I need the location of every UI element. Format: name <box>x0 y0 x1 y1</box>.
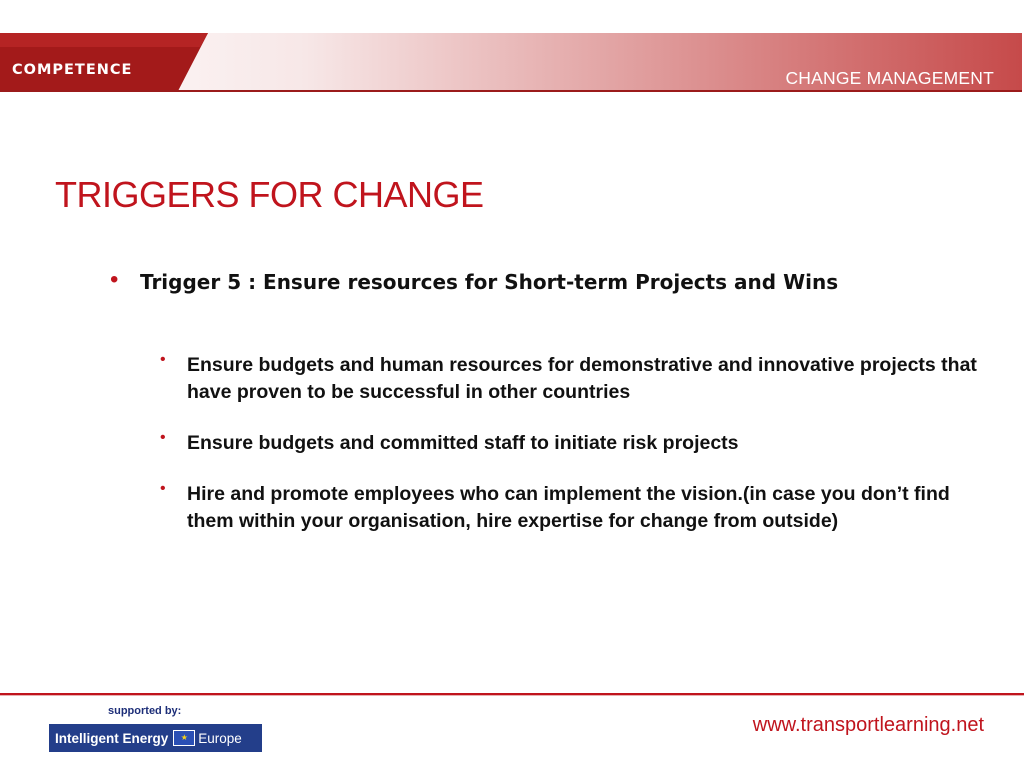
level2-bullet-text: Hire and promote employees who can implement the vision.(in case you don’t find them within your organisation, hire expertise for change from outside) <box>187 483 950 532</box>
level2-bullet-text: Ensure budgets and committed staff to initiate risk projects <box>187 432 739 454</box>
competence-logo: COMPETENCE <box>12 62 133 78</box>
level2-bullet-item <box>160 481 980 535</box>
header-title: CHANGE MANAGEMENT <box>785 68 994 88</box>
sponsor-region: Europe <box>198 730 242 746</box>
level2-bullet-item <box>160 430 980 457</box>
eu-flag-icon: ★ <box>173 730 195 746</box>
bullet-icon: • <box>160 480 166 497</box>
footer-divider-shadow <box>0 695 1024 696</box>
sponsor-name: Intelligent Energy <box>55 730 169 746</box>
header-underline <box>0 90 1022 92</box>
level1-bullet-item <box>110 268 950 297</box>
level2-bullet-item <box>160 352 980 406</box>
level1-bullet-text: Trigger 5 : Ensure resources for Short-term Projects and Wins <box>140 270 839 294</box>
bullet-icon: • <box>160 429 166 446</box>
bullet-icon: • <box>160 351 166 368</box>
level2-bullet-list <box>160 352 980 559</box>
slide-title: TRIGGERS FOR CHANGE <box>55 174 484 215</box>
bullet-icon: • <box>110 266 119 293</box>
intelligent-energy-europe-logo <box>49 724 262 752</box>
level2-bullet-text: Ensure budgets and human resources for demonstrative and innovative projects that have proven to be successful in other countries <box>187 354 977 403</box>
supported-by-label: supported by: <box>108 705 182 717</box>
website-link[interactable]: www.transportlearning.net <box>752 714 984 736</box>
